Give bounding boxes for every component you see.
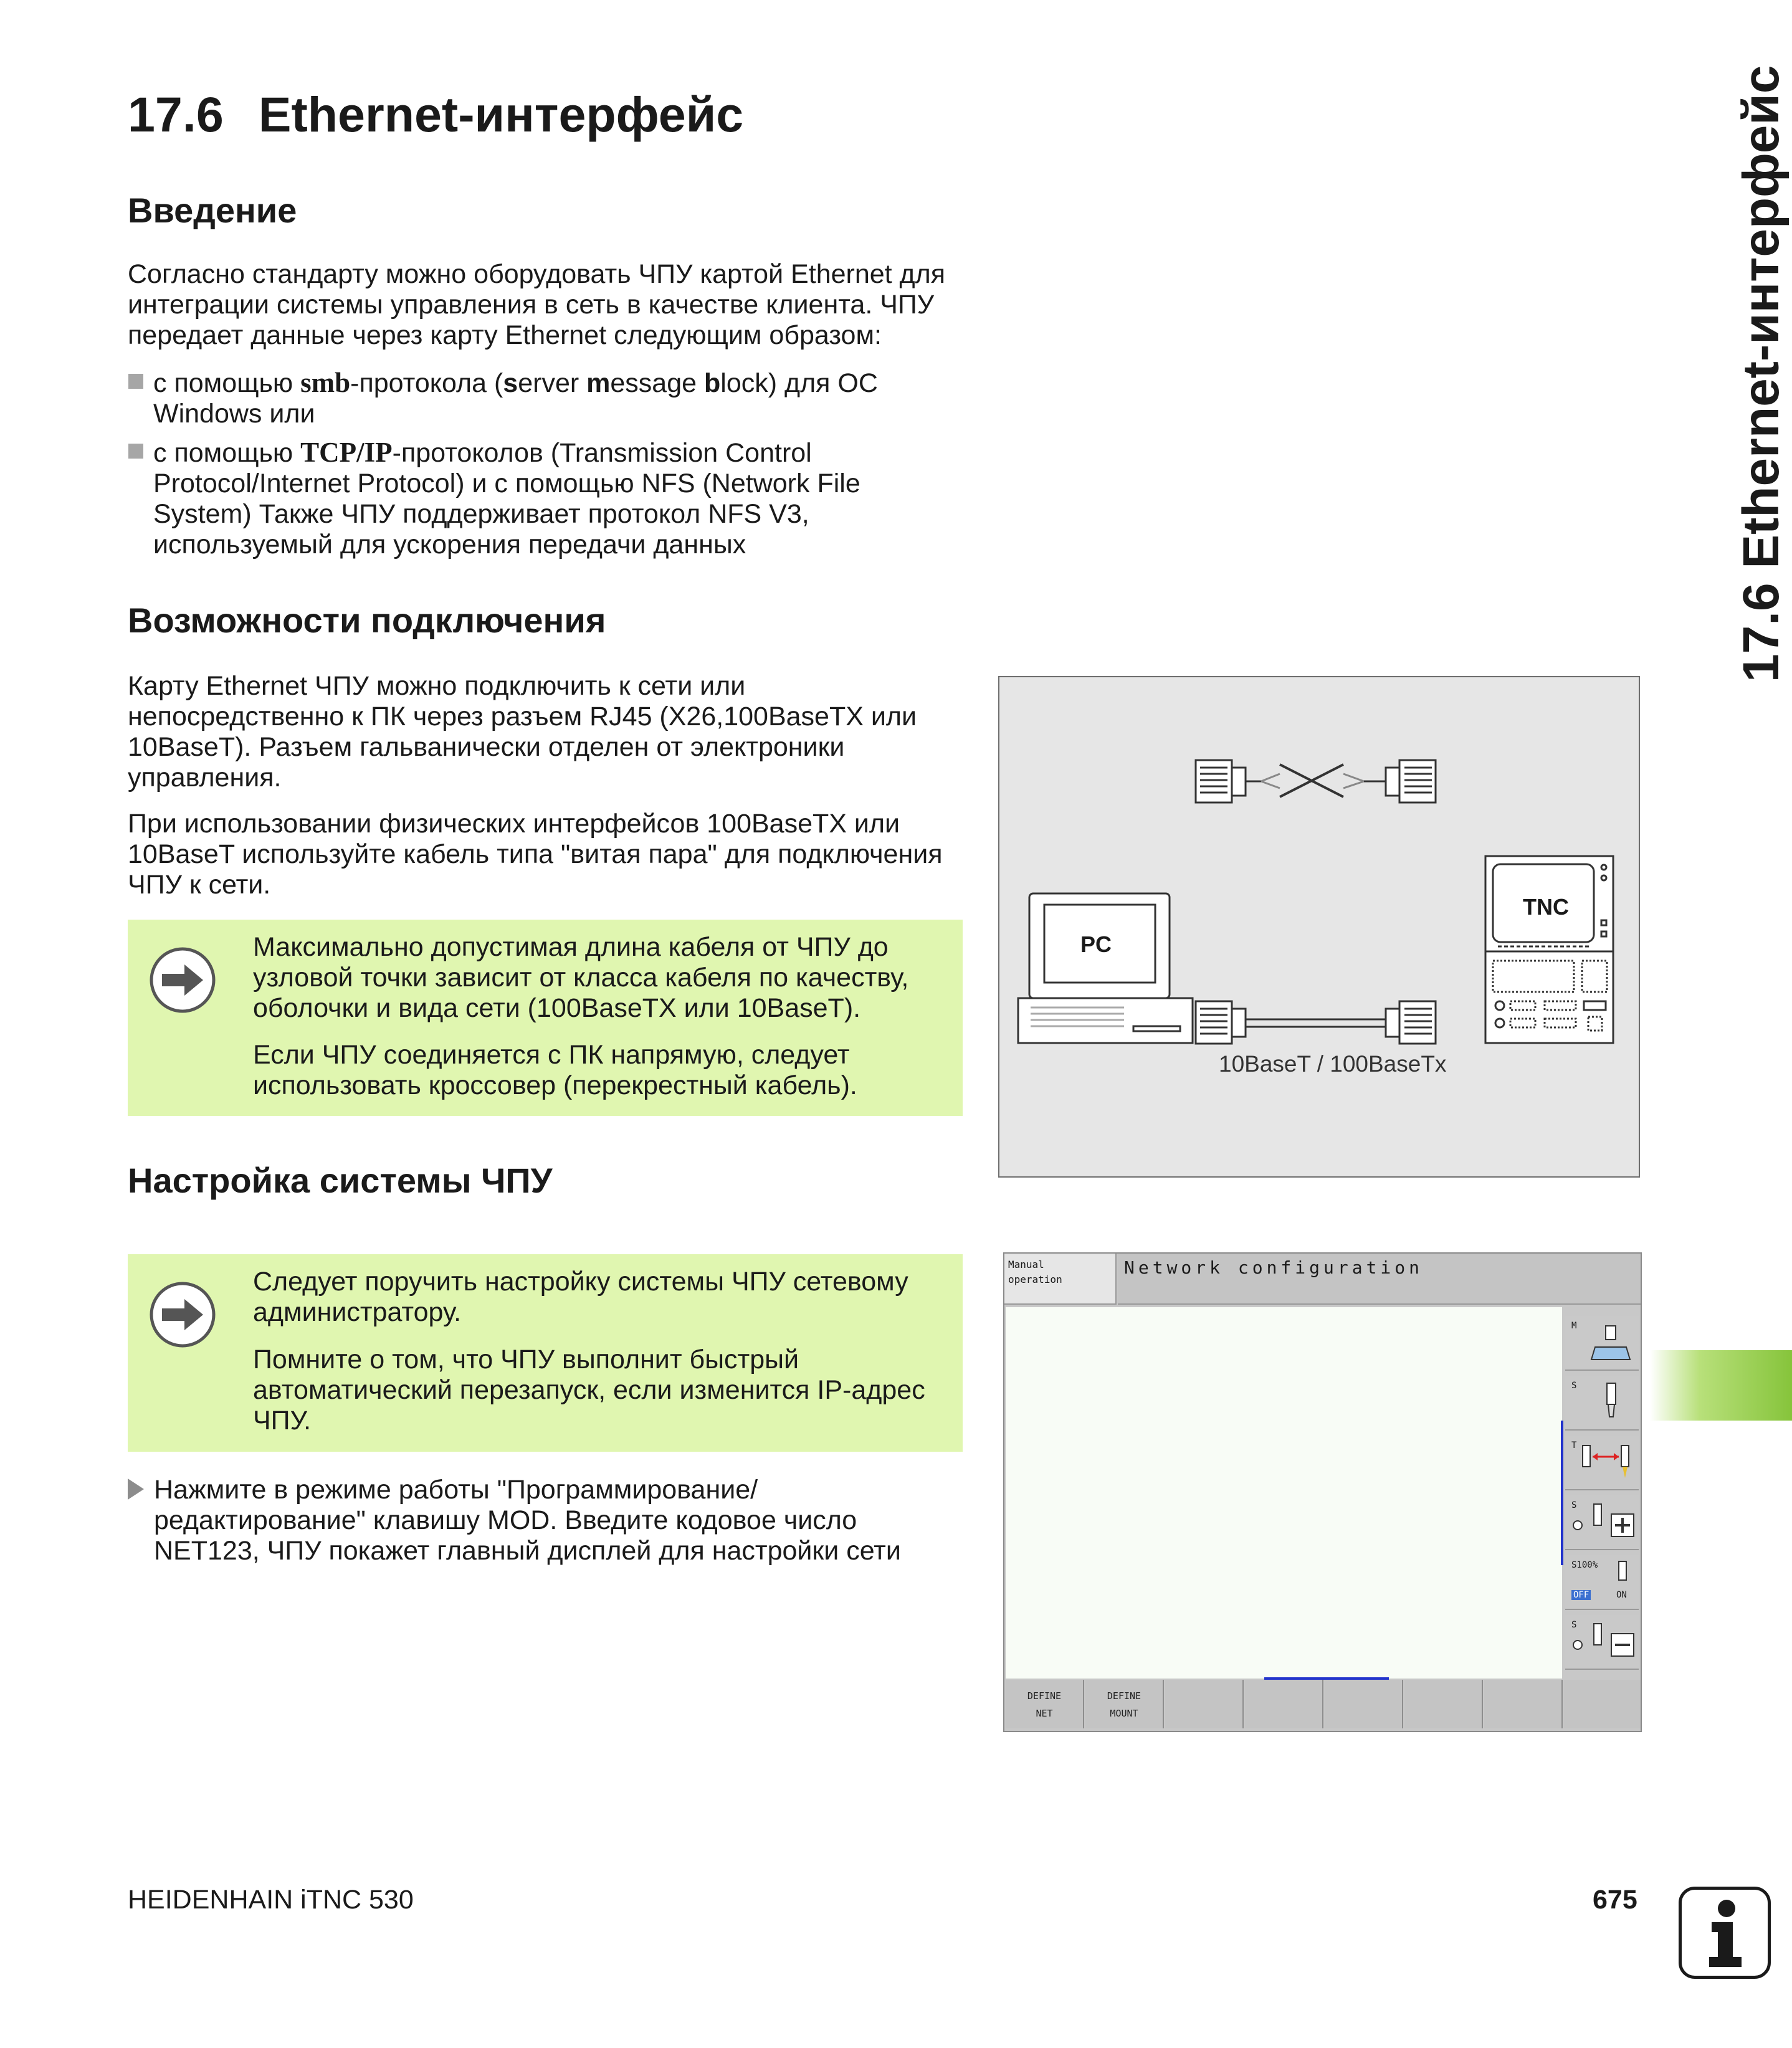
tnc-control-icon	[1485, 856, 1613, 1043]
softkey-define-mount[interactable]: DEFINE MOUNT	[1085, 1680, 1164, 1728]
mode-line-2: operation	[1008, 1274, 1062, 1285]
vsk-s-plus[interactable]: S	[1565, 1495, 1639, 1550]
softkey-empty-5[interactable]	[1325, 1680, 1403, 1728]
bullet-square-icon	[128, 444, 143, 459]
info-icon	[1679, 1887, 1771, 1979]
vsk-s[interactable]: S	[1565, 1376, 1639, 1431]
bullet-text: -протокола (server message block) для ОС Windows или	[153, 368, 878, 429]
step-text: Нажмите в режиме работы "Программирование/редактирование" клавишу MOD. Введите кодовое число NET123, ЧПУ покажет главный дисплей для настройки сети	[154, 1475, 901, 1566]
intro-heading: Введение	[128, 191, 297, 230]
page-title	[128, 86, 743, 143]
bullet-protocol: TCP/IP	[300, 437, 393, 468]
softkey-define-net[interactable]: DEFINE NET	[1006, 1680, 1084, 1728]
arrow-right-icon	[148, 1280, 217, 1349]
softkey-empty-8[interactable]	[1564, 1680, 1641, 1728]
screen-work-area	[1006, 1307, 1562, 1679]
spindle-minus-icon	[1571, 1620, 1637, 1665]
bullet-square-icon	[128, 374, 143, 389]
note-box-cable	[128, 920, 963, 1116]
straight-cable-icon	[1196, 1001, 1436, 1044]
bullet-prefix: с помощью	[153, 368, 301, 398]
softkey-empty-7[interactable]	[1484, 1680, 1563, 1728]
softkey-empty-6[interactable]	[1404, 1680, 1483, 1728]
note-crossover: Если ЧПУ соединяется с ПК напрямую, следует использовать кроссовер (перекрестный кабель).	[253, 1040, 857, 1100]
side-section-title: 17.6 Ethernet-интерфейс	[1733, 65, 1790, 682]
setup-heading: Настройка системы ЧПУ	[128, 1161, 553, 1200]
bullet-prefix: с помощью	[153, 438, 301, 468]
vsk-s100[interactable]: S100% OFF ON	[1565, 1555, 1639, 1610]
note-restart: Помните о том, что ЧПУ выполнит быстрый автоматический перезапуск, если изменится IP-адрес ЧПУ.	[253, 1345, 925, 1436]
screen-title: Network configuration	[1118, 1254, 1641, 1305]
note-box-admin	[128, 1254, 963, 1452]
softkey-empty-4[interactable]	[1245, 1680, 1323, 1728]
spindle-m-icon	[1590, 1322, 1634, 1366]
vsk-t[interactable]: T	[1565, 1436, 1639, 1490]
bullet-text: -протоколов (Transmission Control Protocol/Internet Protocol) и с помощью NFS (Network File System) Также ЧПУ поддерживает протокол NFS V3, используемый для ускорения передачи данных	[153, 438, 860, 560]
on-label: ON	[1616, 1590, 1627, 1600]
note-admin: Следует поручить настройку системы ЧПУ сетевому администратору.	[253, 1267, 908, 1327]
cable-type-label: 10BaseT / 100BaseTx	[1219, 1051, 1447, 1077]
crossover-cable-icon	[1196, 760, 1436, 803]
page-number: 675	[1593, 1885, 1637, 1915]
vertical-scroll-indicator	[1561, 1421, 1563, 1565]
intro-text: Согласно стандарту можно оборудовать ЧПУ картой Ethernet для интеграции системы управления в сеть в качестве клиента. ЧПУ передает данные через карту Ethernet следующим образом:	[128, 259, 946, 350]
spindle-plus-icon	[1571, 1500, 1637, 1545]
step-triangle-icon	[128, 1479, 144, 1500]
spindle-icon	[1599, 1381, 1624, 1426]
bullet-protocol: smb	[300, 367, 351, 398]
step-instruction	[154, 1475, 964, 1566]
connection-diagram	[998, 676, 1640, 1178]
connection-paragraph-2: При использовании физических интерфейсов 100BaseTX или 10BaseT используйте кабель типа "витая пара" для подключения ЧПУ к сети.	[128, 809, 943, 900]
note-cable-length: Максимально допустимая длина кабеля от ЧПУ до узловой точки зависит от класса кабеля по качеству, оболочки и вида сети (100BaseTX или 10BaseT).	[253, 932, 909, 1023]
pc-label: PC	[1080, 931, 1112, 957]
tnc-label: TNC	[1523, 894, 1569, 920]
mode-line-1: Manual	[1008, 1259, 1044, 1270]
vsk-s-minus[interactable]: S	[1565, 1615, 1639, 1670]
bullet-smb	[153, 368, 963, 429]
chapter-tab-marker	[1650, 1350, 1792, 1421]
connection-heading: Возможности подключения	[128, 601, 606, 640]
pc-icon	[1018, 893, 1193, 1043]
spindle-override-icon	[1614, 1559, 1632, 1590]
diagram-graphics	[999, 677, 1641, 1179]
softkey-empty-3[interactable]	[1165, 1680, 1244, 1728]
off-badge: OFF	[1571, 1590, 1591, 1600]
arrow-right-icon	[148, 946, 217, 1014]
section-number: 17.6	[128, 87, 224, 142]
tnc-screen-network-config	[1003, 1252, 1642, 1732]
mode-indicator	[1004, 1254, 1117, 1305]
connection-paragraph-1: Карту Ethernet ЧПУ можно подключить к сети или непосредственно к ПК через разъем RJ45 (X26,100BaseTX или 10BaseT). Разъем гальванически отделен от электроники управления.	[128, 671, 917, 793]
section-title: Ethernet-интерфейс	[258, 87, 744, 142]
bullet-tcpip	[153, 437, 963, 560]
footer-product: HEIDENHAIN iTNC 530	[128, 1885, 414, 1915]
vsk-m[interactable]: M	[1565, 1316, 1639, 1371]
tool-change-icon	[1578, 1441, 1637, 1485]
